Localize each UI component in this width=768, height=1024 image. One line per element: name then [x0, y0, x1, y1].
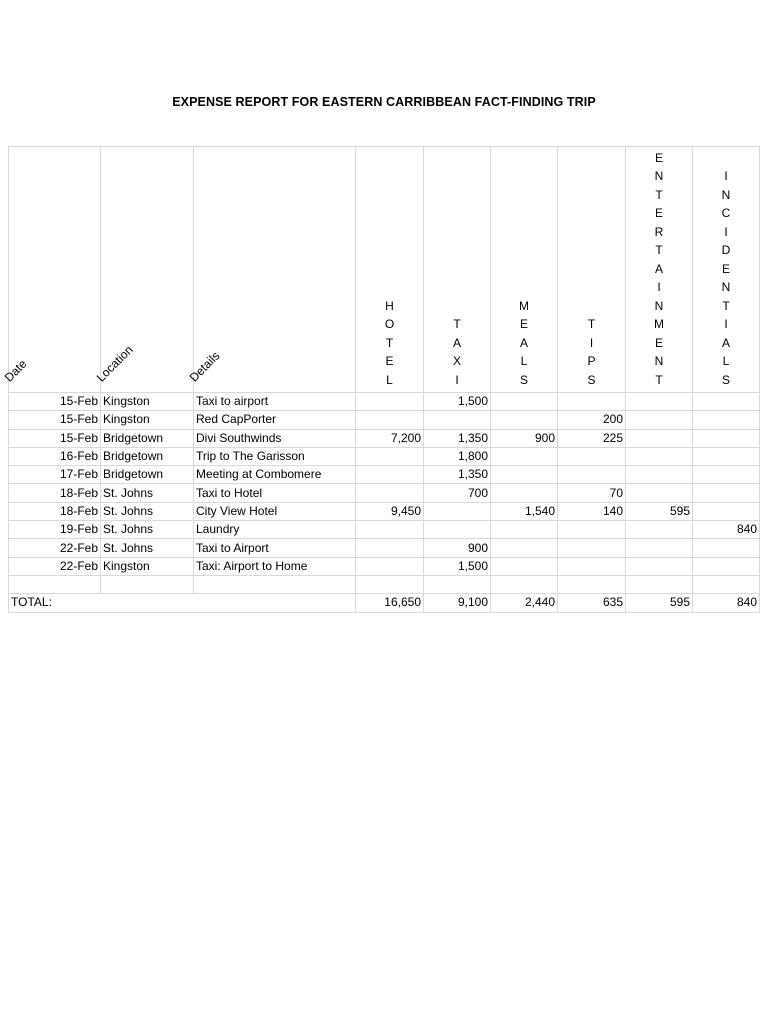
- cell-entertainment[interactable]: [626, 557, 693, 575]
- cell-details[interactable]: Trip to The Garisson: [194, 447, 356, 465]
- header-letter: I: [724, 317, 728, 331]
- cell-entertainment[interactable]: [626, 393, 693, 411]
- header-entertainment-label: [626, 149, 692, 393]
- header-letter: I: [724, 169, 728, 183]
- cell-incidentials[interactable]: [693, 539, 760, 557]
- header-details[interactable]: [186, 147, 356, 393]
- header-hotel-label: [356, 297, 423, 393]
- cell-location[interactable]: St. Johns: [101, 502, 194, 520]
- header-tips[interactable]: [558, 147, 626, 393]
- cell-incidentials[interactable]: [693, 502, 760, 520]
- cell-location[interactable]: Bridgetown: [101, 429, 194, 447]
- table-row: [9, 502, 760, 520]
- cell-location[interactable]: St. Johns: [101, 539, 194, 557]
- cell-details[interactable]: City View Hotel: [194, 502, 356, 520]
- cell-hotel[interactable]: [356, 575, 424, 593]
- cell-entertainment[interactable]: [626, 539, 693, 557]
- header-letter: T: [453, 317, 461, 331]
- cell-hotel[interactable]: 7,200: [356, 429, 424, 447]
- header-letter: A: [452, 335, 461, 350]
- cell-meals[interactable]: [491, 447, 558, 465]
- cell-incidentials[interactable]: [693, 575, 760, 593]
- total-taxi[interactable]: 9,100: [424, 594, 491, 612]
- cell-tips[interactable]: 225: [558, 429, 626, 447]
- cell-taxi[interactable]: [424, 521, 491, 539]
- header-letter: L: [386, 372, 393, 387]
- cell-entertainment[interactable]: [626, 429, 693, 447]
- cell-incidentials[interactable]: [693, 411, 760, 429]
- header-letter: A: [721, 335, 730, 350]
- cell-location[interactable]: St. Johns: [101, 484, 194, 502]
- expense-table: [1, 146, 760, 613]
- table-row: [9, 447, 760, 465]
- header-meals[interactable]: [491, 147, 558, 393]
- cell-details[interactable]: Laundry: [194, 521, 356, 539]
- cell-date[interactable]: 15-Feb: [9, 393, 101, 411]
- cell-tips[interactable]: [558, 447, 626, 465]
- header-letter: N: [654, 298, 664, 313]
- cell-hotel[interactable]: 9,450: [356, 502, 424, 520]
- cell-tips[interactable]: [558, 575, 626, 593]
- cell-details[interactable]: Divi Southwinds: [194, 429, 356, 447]
- cell-taxi[interactable]: [424, 411, 491, 429]
- cell-taxi[interactable]: 1,350: [424, 429, 491, 447]
- cell-date[interactable]: 15-Feb: [9, 429, 101, 447]
- table-row: [9, 429, 760, 447]
- cell-meals[interactable]: [491, 411, 558, 429]
- header-letter: N: [654, 169, 664, 183]
- cell-date[interactable]: 18-Feb: [9, 502, 101, 520]
- cell-details[interactable]: Taxi to Airport: [194, 539, 356, 557]
- total-label[interactable]: TOTAL:: [9, 594, 356, 612]
- cell-hotel[interactable]: [356, 411, 424, 429]
- total-incidentials[interactable]: 840: [693, 594, 760, 612]
- header-meals-label: [491, 297, 557, 393]
- report-title: EXPENSE REPORT FOR EASTERN CARRIBBEAN FACT-FINDING TRIP: [172, 95, 596, 109]
- header-letter: L: [520, 354, 528, 368]
- cell-meals[interactable]: [491, 539, 558, 557]
- cell-details[interactable]: Meeting at Combomere: [194, 466, 356, 484]
- total-hotel[interactable]: 16,650: [356, 594, 424, 612]
- cell-location[interactable]: St. Johns: [101, 521, 194, 539]
- header-letter: A: [654, 261, 663, 276]
- header-incidentials-label: [693, 167, 759, 392]
- cell-taxi[interactable]: 1,350: [424, 466, 491, 484]
- total-meals[interactable]: 2,440: [491, 594, 558, 612]
- header-letter: E: [654, 150, 663, 165]
- header-letter: N: [721, 280, 731, 294]
- header-letter: D: [721, 243, 731, 257]
- cell-incidentials[interactable]: 840: [693, 521, 760, 539]
- header-letter: N: [654, 354, 664, 368]
- header-letter: I: [589, 335, 594, 350]
- header-date-label: Date: [1, 356, 30, 385]
- cell-date[interactable]: 19-Feb: [9, 521, 101, 539]
- header-row: [9, 147, 760, 393]
- header-letter: E: [654, 206, 663, 220]
- header-letter: M: [654, 317, 664, 331]
- cell-meals[interactable]: [491, 484, 558, 502]
- cell-tips[interactable]: [558, 466, 626, 484]
- cell-location[interactable]: Kingston: [101, 557, 194, 575]
- header-letter: C: [721, 206, 731, 220]
- header-taxi[interactable]: [424, 147, 491, 393]
- cell-hotel[interactable]: [356, 557, 424, 575]
- cell-location[interactable]: Bridgetown: [101, 466, 194, 484]
- cell-entertainment[interactable]: [626, 447, 693, 465]
- total-tips[interactable]: 635: [558, 594, 626, 612]
- header-letter: A: [519, 335, 528, 350]
- cell-location[interactable]: Bridgetown: [101, 447, 194, 465]
- cell-entertainment[interactable]: [626, 521, 693, 539]
- cell-date[interactable]: 22-Feb: [9, 539, 101, 557]
- table-row: [9, 521, 760, 539]
- cell-entertainment[interactable]: [626, 466, 693, 484]
- header-letter: R: [654, 224, 664, 239]
- cell-incidentials[interactable]: [693, 429, 760, 447]
- header-letter: X: [452, 354, 461, 368]
- cell-meals[interactable]: [491, 393, 558, 411]
- cell-date[interactable]: 16-Feb: [9, 447, 101, 465]
- header-letter: T: [587, 317, 596, 331]
- cell-taxi[interactable]: 700: [424, 484, 491, 502]
- header-letter: T: [722, 298, 730, 313]
- header-letter: P: [587, 354, 596, 368]
- cell-incidentials[interactable]: [693, 447, 760, 465]
- total-row: [9, 594, 760, 612]
- cell-location[interactable]: Kingston: [101, 411, 194, 429]
- cell-details[interactable]: Red CapPorter: [194, 411, 356, 429]
- cell-hotel[interactable]: [356, 539, 424, 557]
- cell-location[interactable]: Kingston: [101, 393, 194, 411]
- header-letter: O: [384, 317, 395, 331]
- header-letter: E: [654, 335, 663, 350]
- header-letter: T: [655, 372, 663, 387]
- cell-date[interactable]: 17-Feb: [9, 466, 101, 484]
- cell-tips[interactable]: 140: [558, 502, 626, 520]
- header-letter: T: [655, 243, 663, 257]
- cell-date[interactable]: 22-Feb: [9, 557, 101, 575]
- header-date[interactable]: [1, 147, 101, 393]
- header-letter: E: [721, 261, 730, 276]
- header-incidentials[interactable]: [693, 147, 760, 393]
- cell-tips[interactable]: [558, 521, 626, 539]
- header-location-label: Location: [93, 342, 136, 385]
- table-row: [9, 411, 760, 429]
- header-letter: S: [587, 372, 596, 387]
- cell-taxi[interactable]: 1,500: [424, 557, 491, 575]
- cell-meals[interactable]: 1,540: [491, 502, 558, 520]
- header-hotel[interactable]: [356, 147, 424, 393]
- cell-incidentials[interactable]: [693, 484, 760, 502]
- cell-taxi[interactable]: 900: [424, 539, 491, 557]
- cell-details[interactable]: [194, 575, 356, 593]
- cell-location[interactable]: [101, 575, 194, 593]
- header-letter: E: [519, 317, 528, 331]
- cell-tips[interactable]: [558, 393, 626, 411]
- table-row: [9, 575, 760, 593]
- table-row: [9, 466, 760, 484]
- cell-incidentials[interactable]: [693, 557, 760, 575]
- cell-details[interactable]: Taxi: Airport to Home: [194, 557, 356, 575]
- cell-taxi[interactable]: 1,500: [424, 393, 491, 411]
- header-letter: S: [519, 372, 528, 387]
- cell-hotel[interactable]: [356, 393, 424, 411]
- cell-tips[interactable]: 200: [558, 411, 626, 429]
- header-letter: E: [385, 354, 394, 368]
- cell-details[interactable]: Taxi to airport: [194, 393, 356, 411]
- cell-hotel[interactable]: [356, 447, 424, 465]
- cell-meals[interactable]: [491, 521, 558, 539]
- cell-incidentials[interactable]: [693, 393, 760, 411]
- header-letter: I: [657, 280, 661, 294]
- header-letter: T: [385, 335, 394, 350]
- header-letter: I: [724, 224, 728, 239]
- header-letter: H: [385, 298, 394, 313]
- header-letter: I: [455, 372, 459, 387]
- cell-tips[interactable]: 70: [558, 484, 626, 502]
- cell-hotel[interactable]: [356, 484, 424, 502]
- cell-meals[interactable]: [491, 575, 558, 593]
- table-row: [9, 539, 760, 557]
- cell-hotel[interactable]: [356, 466, 424, 484]
- header-details-label: Details: [186, 348, 223, 385]
- cell-details[interactable]: Taxi to Hotel: [194, 484, 356, 502]
- cell-taxi[interactable]: [424, 502, 491, 520]
- cell-date[interactable]: 15-Feb: [9, 411, 101, 429]
- total-entertainment[interactable]: 595: [626, 594, 693, 612]
- cell-entertainment[interactable]: [626, 484, 693, 502]
- header-letter: T: [655, 187, 663, 202]
- cell-tips[interactable]: [558, 539, 626, 557]
- cell-meals[interactable]: [491, 466, 558, 484]
- table-row: [9, 393, 760, 411]
- cell-entertainment[interactable]: [626, 575, 693, 593]
- header-letter: L: [722, 354, 730, 368]
- cell-incidentials[interactable]: [693, 466, 760, 484]
- cell-meals[interactable]: 900: [491, 429, 558, 447]
- header-entertainment[interactable]: [626, 147, 693, 393]
- cell-hotel[interactable]: [356, 521, 424, 539]
- cell-entertainment[interactable]: [626, 411, 693, 429]
- header-letter: M: [519, 298, 529, 313]
- header-letter: N: [721, 187, 731, 202]
- cell-taxi[interactable]: [424, 575, 491, 593]
- cell-date[interactable]: 18-Feb: [9, 484, 101, 502]
- header-tips-label: [558, 315, 625, 392]
- header-taxi-label: [424, 315, 490, 392]
- table-row: [9, 484, 760, 502]
- table-row: [9, 557, 760, 575]
- cell-date[interactable]: [9, 575, 101, 593]
- header-location[interactable]: [93, 147, 194, 393]
- cell-taxi[interactable]: 1,800: [424, 447, 491, 465]
- cell-entertainment[interactable]: 595: [626, 502, 693, 520]
- cell-meals[interactable]: [491, 557, 558, 575]
- cell-tips[interactable]: [558, 557, 626, 575]
- header-letter: S: [721, 372, 730, 387]
